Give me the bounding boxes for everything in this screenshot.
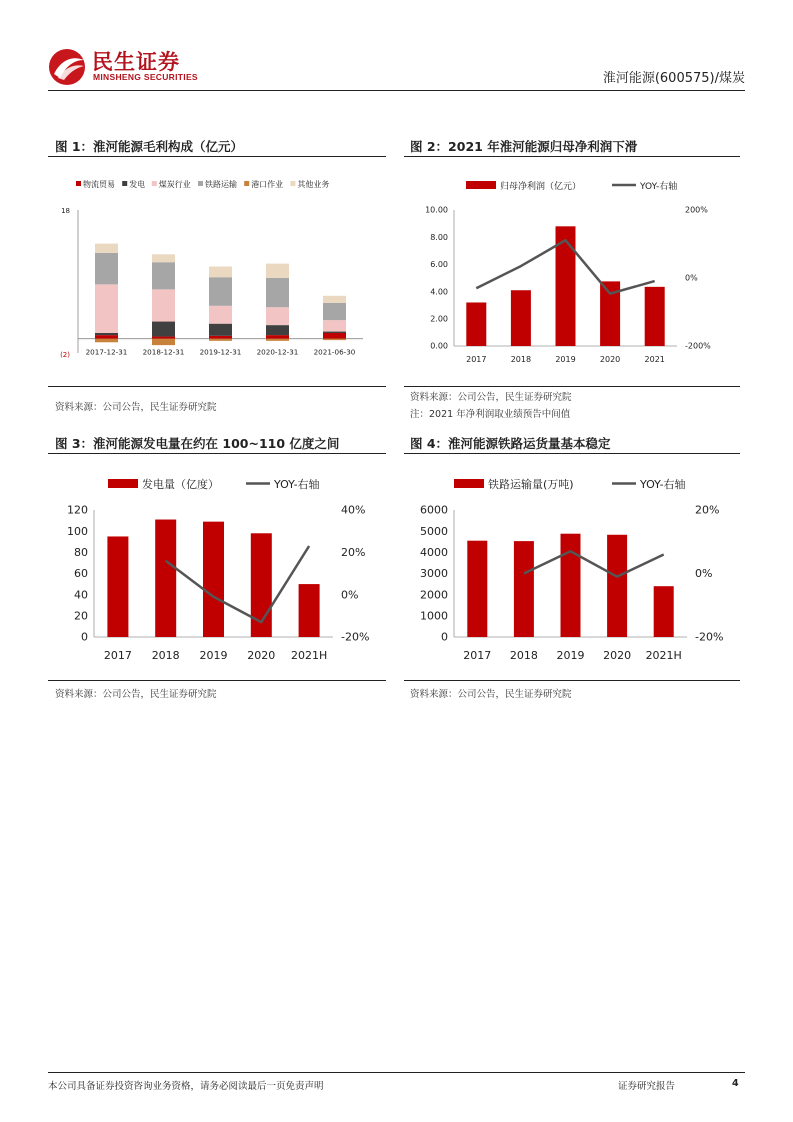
fig2-x-tick-1: 2018 [510, 355, 532, 364]
fig1-bar-4-2 [323, 320, 346, 331]
fig1-legend-swatch-4 [244, 181, 249, 186]
fig1-bar-1-3 [152, 262, 175, 289]
fig3-x-tick-0: 2017 [103, 649, 132, 662]
fig1-legend-swatch-5 [290, 181, 295, 186]
fig4-bar-3 [607, 535, 627, 637]
fig1-x-tick-2: 2019-12-31 [199, 347, 242, 357]
fig3-title-rule [48, 453, 386, 454]
fig2-legend-line-label: YOY-右轴 [640, 182, 678, 192]
fig3-chart [48, 465, 386, 675]
fig4-y-tick-3: 3000 [420, 567, 448, 581]
fig4-y2-tick-1: 0% [695, 567, 713, 581]
fig1-legend-label-4: 港口作业 [251, 180, 284, 189]
fig4-y-tick-6: 6000 [420, 503, 448, 517]
fig3-x-tick-3: 2020 [247, 649, 276, 662]
fig1-bar-1-2 [152, 289, 175, 321]
fig1-bar-3-5 [266, 264, 289, 278]
fig4-y-tick-2: 2000 [420, 588, 448, 602]
fig1-chart [48, 160, 386, 380]
fig2-y2-tick-0: -200% [685, 341, 711, 351]
fig4-bar-2 [561, 534, 581, 637]
fig3-title: 图 3：淮河能源发电量在约在 100~110 亿度之间 [55, 436, 340, 451]
fig3-source: 资料来源：公司公告，民生证券研究院 [55, 689, 217, 700]
fig3-x-tick-4: 2021H [290, 649, 328, 662]
page-number: 4 [732, 1078, 739, 1089]
logo [48, 48, 88, 86]
fig4-y-tick-0: 0 [441, 630, 448, 644]
fig2-x-tick-0: 2017 [466, 355, 487, 364]
fig1-y-tick-top: 18 [61, 207, 70, 215]
fig2-note: 注：2021 年净利润取业绩预告中间值 [410, 409, 571, 420]
fig1-title: 图 1：淮河能源毛利构成（亿元） [55, 139, 244, 154]
fig1-bar-2-1 [209, 324, 232, 336]
fig1-bar-4-5 [323, 296, 346, 303]
fig1-legend-label-2: 煤炭行业 [158, 180, 191, 189]
fig1-bar-0-1 [95, 333, 118, 335]
fig4-x-tick-0: 2017 [463, 649, 492, 662]
footer-disclaimer: 本公司具备证券投资咨询业务资格，请务必阅读最后一页免责声明 [48, 1081, 324, 1092]
fig1-bar-3-4 [266, 339, 289, 341]
fig4-bar-1 [514, 541, 534, 637]
fig1-bar-1-5 [152, 254, 175, 262]
fig1-legend-label-0: 物流贸易 [83, 180, 115, 189]
fig3-legend-bar-swatch [108, 479, 138, 488]
fig1-y-tick-bottom: (2) [60, 351, 70, 359]
fig3-bar-0 [107, 536, 128, 637]
fig2-title: 图 2：2021 年淮河能源归母净利润下滑 [410, 139, 638, 154]
fig4-y2-tick-2: 20% [695, 503, 720, 517]
fig2-x-tick-2: 2019 [555, 355, 576, 364]
fig4-title-rule [404, 453, 740, 454]
fig1-bar-2-3 [209, 277, 232, 306]
logo-mark-icon [48, 48, 88, 86]
fig2-y2-tick-1: 0% [685, 273, 698, 283]
fig4-y-tick-5: 5000 [420, 524, 448, 538]
fig3-bar-1 [155, 520, 176, 637]
fig2-source: 资料来源：公司公告，民生证券研究院 [410, 392, 572, 403]
fig2-legend-bar-label: 归母净利润（亿元） [500, 182, 582, 192]
fig1-bottom-rule [48, 386, 386, 387]
fig1-bar-0-2 [95, 284, 118, 333]
fig4-x-tick-3: 2020 [603, 649, 632, 662]
fig2-y-tick-0: 0.00 [430, 341, 448, 351]
fig3-yoy-line [166, 546, 309, 622]
fig3-legend-bar-label: 发电量（亿度） [142, 478, 219, 491]
fig1-legend-label-5: 其他业务 [297, 180, 330, 189]
fig2-x-tick-4: 2021 [644, 355, 665, 364]
header-rule [48, 90, 745, 91]
fig1-title-rule [48, 156, 386, 157]
document-title: 淮河能源(600575)/煤炭 [602, 71, 745, 86]
fig3-y-tick-3: 60 [74, 567, 88, 581]
fig1-bar-4-3 [323, 303, 346, 320]
fig4-bar-4 [654, 586, 674, 637]
fig3-y-tick-5: 100 [67, 524, 88, 538]
fig4-legend-line-label: YOY-右轴 [640, 478, 686, 491]
fig2-title-rule [404, 156, 740, 157]
fig1-bar-4-0 [323, 333, 346, 339]
fig4-x-tick-1: 2018 [509, 649, 538, 662]
fig1-x-tick-4: 2021-06-30 [313, 347, 356, 357]
fig3-bottom-rule [48, 680, 386, 681]
fig1-bar-1-0 [152, 337, 175, 339]
fig2-y-tick-1: 2.00 [430, 314, 448, 324]
fig2-legend-bar-swatch [466, 181, 496, 189]
fig4-y-tick-1: 1000 [420, 609, 448, 623]
fig3-x-tick-1: 2018 [151, 649, 180, 662]
fig1-bar-0-3 [95, 253, 118, 284]
logo-text-cn: 民生证券 [92, 50, 180, 74]
fig2-bar-4 [645, 287, 665, 346]
fig2-y-tick-4: 8.00 [430, 232, 448, 242]
fig2-bottom-rule [404, 386, 740, 387]
fig4-title: 图 4：淮河能源铁路运货量基本稳定 [410, 436, 611, 451]
footer-report-type: 证券研究报告 [618, 1081, 676, 1092]
fig2-y-tick-5: 10.00 [425, 205, 448, 215]
fig2-bar-0 [466, 302, 486, 346]
fig1-bar-3-0 [266, 335, 289, 339]
fig1-legend-swatch-3 [198, 181, 203, 186]
fig2-y-tick-3: 6.00 [430, 260, 448, 270]
fig1-bar-1-1 [152, 322, 175, 337]
fig1-legend-swatch-1 [122, 181, 127, 186]
fig1-bar-0-0 [95, 335, 118, 339]
fig4-y2-tick-0: -20% [695, 630, 724, 644]
fig4-y-tick-4: 4000 [420, 546, 448, 559]
fig1-bar-2-5 [209, 266, 232, 277]
fig4-source: 资料来源：公司公告，民生证券研究院 [410, 689, 572, 700]
fig3-x-tick-2: 2019 [199, 649, 228, 662]
fig3-y-tick-4: 80 [74, 546, 88, 559]
fig1-x-tick-3: 2020-12-31 [256, 347, 299, 357]
fig1-legend-swatch-0 [76, 181, 81, 186]
fig1-bar-2-4 [209, 339, 232, 341]
fig2-y2-tick-2: 200% [685, 205, 708, 215]
fig1-bar-4-4 [323, 339, 346, 340]
fig1-source: 资料来源：公司公告，民生证券研究院 [55, 402, 217, 413]
fig3-y2-tick-1: 0% [341, 588, 359, 602]
fig2-bar-1 [511, 290, 531, 346]
fig3-y-tick-0: 0 [81, 630, 88, 644]
fig1-bar-4-1 [323, 332, 346, 333]
fig4-yoy-line [524, 551, 664, 576]
fig4-x-tick-2: 2019 [556, 649, 585, 662]
logo-text-en: MINSHENG SECURITIES [93, 72, 198, 82]
fig4-legend-bar-swatch [454, 479, 484, 488]
fig1-bar-2-0 [209, 336, 232, 339]
fig3-bar-4 [299, 584, 320, 637]
fig1-bar-3-1 [266, 325, 289, 335]
fig3-bar-2 [203, 522, 224, 637]
fig3-y-tick-2: 40 [74, 588, 88, 602]
fig1-legend-swatch-2 [152, 181, 157, 186]
fig2-chart [404, 160, 740, 380]
fig3-legend-line-label: YOY-右轴 [274, 478, 320, 491]
fig4-x-tick-4: 2021H [645, 649, 682, 662]
fig2-y-tick-2: 4.00 [430, 287, 448, 297]
fig3-y-tick-1: 20 [74, 609, 88, 623]
fig4-chart [404, 465, 740, 675]
fig4-bar-0 [467, 541, 487, 637]
fig1-x-tick-1: 2018-12-31 [142, 347, 185, 357]
footer-rule [48, 1072, 745, 1073]
fig1-x-tick-0: 2017-12-31 [85, 347, 128, 357]
fig1-bar-0-5 [95, 244, 118, 253]
fig1-legend-label-3: 铁路运输 [205, 180, 237, 189]
fig3-y2-tick-3: 40% [341, 503, 366, 517]
fig1-bar-1-4 [152, 339, 175, 345]
fig4-bottom-rule [404, 680, 740, 681]
fig1-bar-2-2 [209, 306, 232, 324]
fig1-legend-label-1: 发电 [129, 180, 146, 189]
fig1-bar-3-3 [266, 278, 289, 307]
fig3-y-tick-6: 120 [67, 503, 88, 517]
fig3-y2-tick-2: 20% [341, 546, 366, 559]
fig2-x-tick-3: 2020 [599, 355, 621, 364]
fig1-bar-0-4 [95, 339, 118, 343]
fig1-bar-3-2 [266, 307, 289, 325]
fig4-legend-bar-label: 铁路运输量(万吨) [488, 478, 574, 491]
fig3-y2-tick-0: -20% [341, 630, 370, 644]
